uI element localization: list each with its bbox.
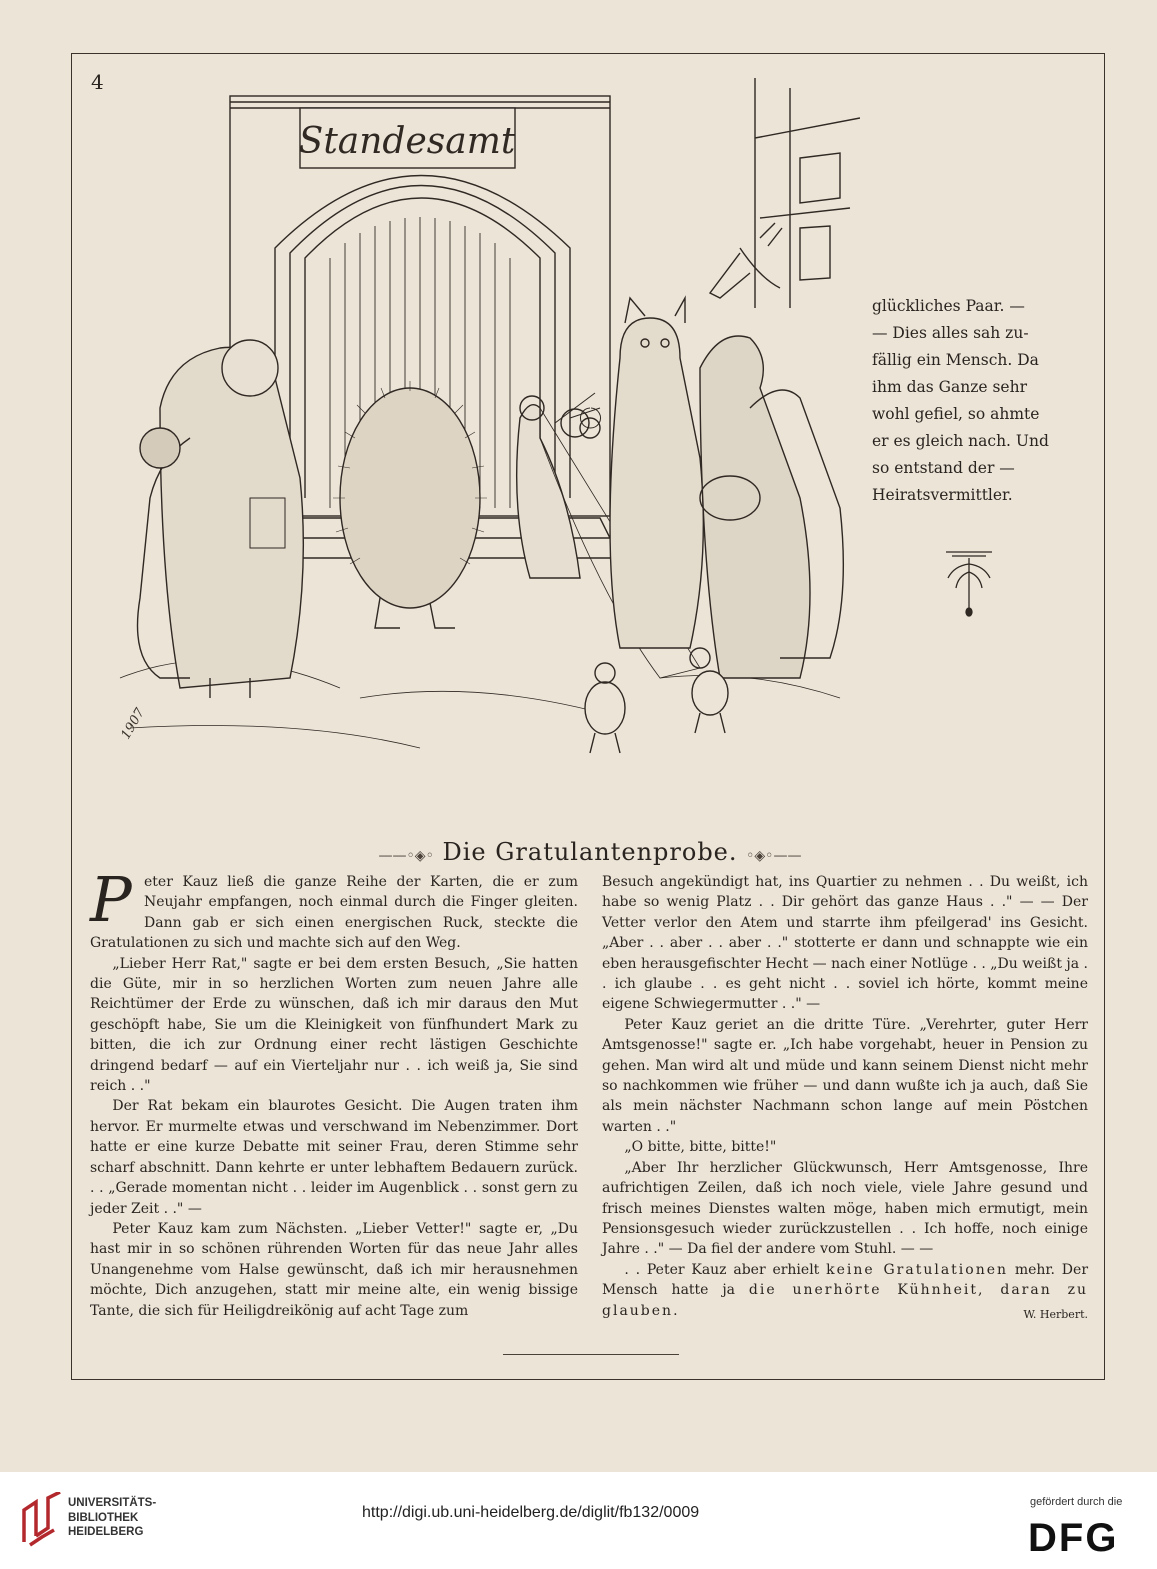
- institution-name: [68, 1496, 156, 1540]
- end-rule: [503, 1354, 679, 1355]
- institution-line: BIBLIOTHEK: [68, 1511, 139, 1524]
- paragraph: Besuch angekündigt hat, ins Quartier zu nehmen . . Du weißt, ich habe so wenig Platz . . Dir gehört das ganze Haus . ." — — Der Vetter verlor den Atem und starrte ihm pfeilgerad' ins Gesicht. „Aber . . aber . . aber . ." stotterte er dann und schnappte wie ein eben herausgefischter Hecht — nach einer Notlüge . . „Du weißt ja . . ich glaube . . es geht nicht . . soviel ich hörte, kommt meine eigene Schwiegermutter . ." —: [602, 874, 1088, 1013]
- institution-line: UNIVERSITÄTS-: [68, 1497, 157, 1509]
- article-title: [360, 838, 820, 866]
- side-text-line: ihm das Ganze sehr: [872, 378, 1027, 396]
- side-text-line: er es gleich nach. Und: [872, 432, 1049, 450]
- paragraph: Peter Kauz geriet an die dritte Türe. „Verehrter, guter Herr Amtsgenosse!" sagte er. „Ich habe vorgehabt, heuer in Pension zu gehen. Man wird alt und müde und kann seinem Dienst nicht mehr so nachkommen wie früher — und dann wußte ich ja auch, daß Sie als mein nächster Nachmann schon lange auf mein Pöstchen warten . .": [602, 1016, 1088, 1135]
- closing-spaced-text: keine Gratulationen: [826, 1261, 1009, 1278]
- article-column-left: [90, 863, 578, 1321]
- closing-spaced-text: die unerhörte Kühnheit, daran zu glauben.: [602, 1282, 1088, 1319]
- side-text-line: — Dies alles sah zu-: [872, 324, 1029, 342]
- title-flourish-right: ◦◈◦——: [746, 848, 802, 864]
- paragraph: Peter Kauz kam zum Nächsten. „Lieber Vetter!" sagte er, „Du hast mir in so schönen rührenden Worten für das neue Jahr alles Unangenehme vom Halse gewünscht, daß ich mir herausnehmen möchte, Dich anzugehen, statt mir meine alte, ein wenig bissige Tante, die sich für Heiligdreikönig auf acht Tage zum: [90, 1220, 578, 1319]
- paragraph: [602, 1260, 1088, 1321]
- side-building: [755, 78, 860, 308]
- viewer-footer: [0, 1472, 1157, 1569]
- side-text-line: so entstand der —: [872, 459, 1015, 477]
- paragraph: [90, 863, 578, 954]
- standesamt-illustration: [100, 78, 860, 770]
- animal-crowd-left: [138, 340, 304, 698]
- paragraph-text: eter Kauz ließ die ganze Reihe der Karten, die er zum Neujahr empfangen, noch einmal durch die Finger gleiten. Dann gab er sich einen energischen Ruck, steckte die Gratulationen zu sich und machte sich auf den Weg.: [90, 874, 578, 952]
- side-text-line: glückliches Paar. —: [872, 297, 1025, 315]
- article-column-right: [602, 872, 1088, 1325]
- side-text-line: Heiratsvermittler.: [872, 486, 1013, 504]
- chick-pages: [585, 648, 728, 753]
- title-flourish-left: ——◦◈◦: [378, 848, 434, 864]
- closing-text: . . Peter Kauz aber erhielt: [624, 1261, 820, 1278]
- hedgehog-groom: [333, 381, 487, 628]
- permalink-url[interactable]: http://digi.ub.uni-heidelberg.de/diglit/fb132/0009: [362, 1504, 700, 1521]
- dfg-logo[interactable]: DFG: [1028, 1516, 1119, 1560]
- paragraph: „Aber Ihr herzlicher Glückwunsch, Herr Amtsgenosse, Ihre aufrichtigen Zeilen, daß ich noch viele, viele Jahre gesund und frisch meines Dienstes walten möge, haben mich ermutigt, mein Pensionsgesuch wieder zurückzustellen . . Ich hoffe, noch einige Jahre . ." — Da fiel der andere vom Stuhl. — —: [602, 1159, 1088, 1258]
- paragraph: „O bitte, bitte, bitte!": [624, 1139, 777, 1156]
- paragraph: „Lieber Herr Rat," sagte er bei dem ersten Besuch, „Sie hatten die Güte, mir in so herzlichen Worten zum neuen Jahre alle Reichtümer der Erde zu wünschen, daß ich mir daraus den Mut geschöpft habe, Sie um die Kleinigkeit von fünfhundert Mark zu bitten, die ich zur Ordnung einer recht lästigen Geschichte dringend bedarf — auf ein Vierteljahr nur . . ich weiß ja, Sie sind reich . .": [90, 955, 578, 1095]
- side-text: [872, 293, 1062, 509]
- drop-cap: P: [90, 863, 132, 936]
- university-library-logo-icon[interactable]: [16, 1492, 64, 1548]
- funding-label: gefördert durch die: [1030, 1496, 1123, 1508]
- decorative-ornament-icon: [940, 548, 998, 618]
- institution-line: HEIDELBERG: [68, 1526, 144, 1538]
- page-number: 4: [91, 70, 104, 94]
- author-signature: W. Herbert.: [1023, 1307, 1088, 1321]
- artist-signature: 1907: [118, 705, 149, 742]
- animal-crowd-right: [610, 223, 843, 678]
- article-title-text: Die Gratulantenprobe.: [442, 838, 738, 866]
- paragraph: Der Rat bekam ein blaurotes Gesicht. Die Augen traten ihm hervor. Er murmelte etwas und verschwand im Nebenzimmer. Dort hatte er eine kurze Debatte mit seiner Frau, deren Stimme sehr scharf abschnitt. Dann kehrte er unter lebhaftem Bedauern zurück. . . „Gerade momentan nicht . . leider im Augenblick . . sonst gern zu jeder Zeit . ." —: [90, 1098, 578, 1217]
- sign-lettering: Standesamt: [298, 121, 516, 162]
- side-text-line: fällig ein Mensch. Da: [872, 351, 1039, 369]
- side-text-line: wohl gefiel, so ahmte: [872, 405, 1040, 423]
- closing-text: mehr. Der Mensch hatte ja: [602, 1261, 1089, 1299]
